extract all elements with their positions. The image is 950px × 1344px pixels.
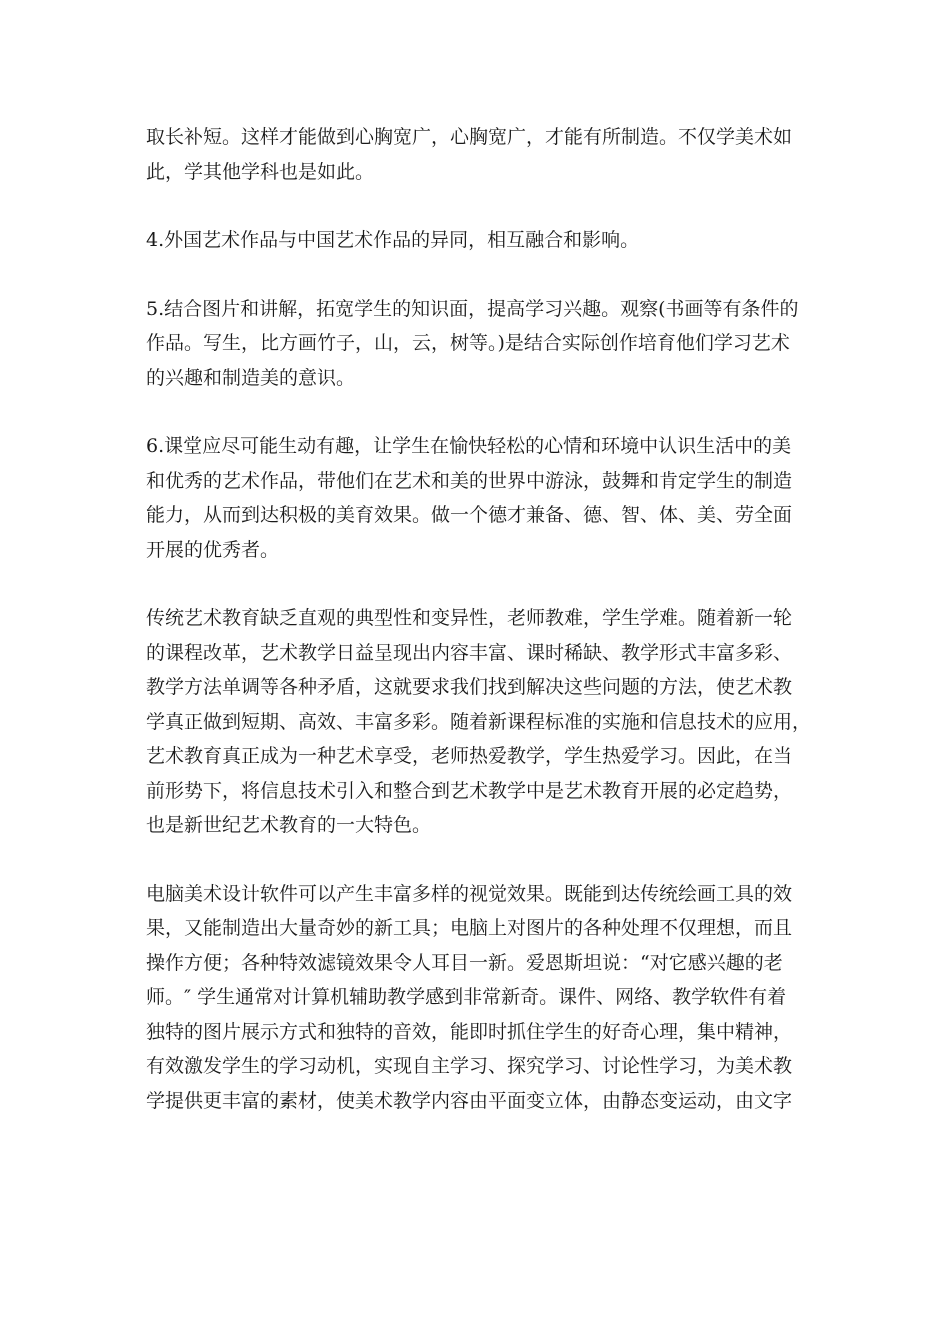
text-line: 学提供更丰富的素材，使美术教学内容由平面变立体，由静态变运动，由文字 [146,1089,793,1112]
text-line: 独特的图片展示方式和独特的音效，能即时抓住学生的好奇心理，集中精神， [146,1020,793,1043]
text-line: 果，又能制造出大量奇妙的新工具；电脑上对图片的各种处理不仅理想，而且 [146,917,793,939]
text-line: 取长补短。这样才能做到心胸宽广，心胸宽广，才能有所制造。不仅学美术如 [146,126,793,148]
text-line: 开展的优秀者。 [146,538,280,561]
text-line: 艺术教育真正成为一种艺术享受，老师热爱教学，学生热爱学习。因此，在当 [146,745,793,767]
paragraph-1 [146,120,806,189]
text-line: 的课程改革，艺术教学日益呈现出内容丰富、课时稀缺、教学形式丰富多彩、 [146,641,793,664]
text-line: 前形势下，将信息技术引入和整合到艺术教学中是艺术教育开展的必定趋势， [146,779,793,802]
text-line: 能力，从而到达积极的美育效果。做一个德才兼备、德、智、体、美、劳全面 [146,504,793,526]
text-line: 作品。写生，比方画竹子，山，云，树等。)是结合实际创作培育他们学习艺术 [146,332,790,354]
text-line: 4.外国艺术作品与中国艺术作品的异同，相互融合和影响。 [146,229,640,251]
paragraph-4 [146,429,806,567]
paragraph-6 [146,877,806,1119]
text-line: 的兴趣和制造美的意识。 [146,366,356,389]
text-line: 此，学其他学科也是如此。 [146,160,375,183]
paragraph-2 [146,223,806,258]
text-line: 传统艺术教育缺乏直观的典型性和变异性，老师教难，学生学难。随着新一轮 [146,607,793,629]
document-body [146,120,812,1152]
text-line: 6.课堂应尽可能生动有趣，让学生在愉快轻松的心情和环境中认识生活中的美 [146,435,792,457]
text-line: 操作方便；各种特效滤镜效果令人耳目一新。爱恩斯坦说：“对它感兴趣的老 [146,951,783,974]
text-line: 师。″ 学生通常对计算机辅助教学感到非常新奇。课件、网络、教学软件有着 [146,986,787,1008]
text-line: 电脑美术设计软件可以产生丰富多样的视觉效果。既能到达传统绘画工具的效 [146,882,793,905]
text-line: 5.结合图片和讲解，拓宽学生的知识面，提高学习兴趣。观察(书画等有条件的 [146,297,799,320]
paragraph-5 [146,601,812,843]
text-line: 学真正做到短期、高效、丰富多彩。随着新课程标准的实施和信息技术的应用， [146,710,812,733]
text-line: 和优秀的艺术作品，带他们在艺术和美的世界中游泳，鼓舞和肯定学生的制造 [146,469,793,492]
text-line: 也是新世纪艺术教育的一大特色。 [146,814,432,836]
text-line: 有效激发学生的学习动机，实现自主学习、探究学习、讨论性学习，为美术教 [146,1055,793,1077]
paragraph-3 [146,292,806,396]
text-line: 教学方法单调等各种矛盾，这就要求我们找到解决这些问题的方法，使艺术教 [146,676,793,698]
